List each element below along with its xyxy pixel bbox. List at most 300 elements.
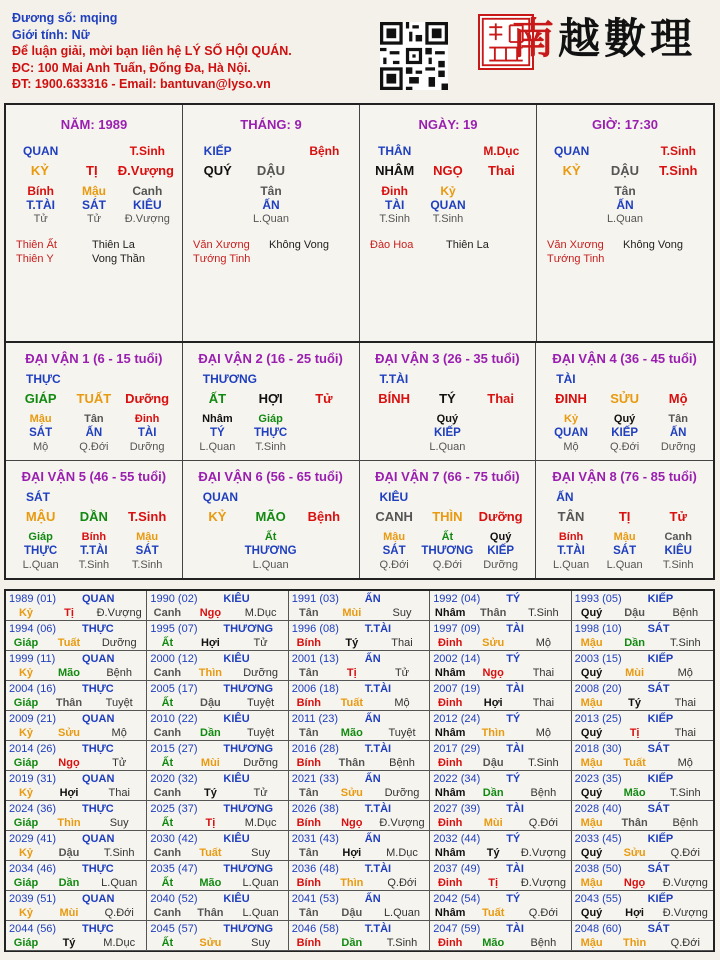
year-god: TÀI [506, 623, 524, 635]
cell-text: Đinh [381, 184, 408, 198]
special-stars-right [269, 238, 349, 266]
year-god: TÀI [506, 923, 524, 935]
year-label: 2007 (19) [433, 683, 481, 695]
year-branch: Mùi [483, 817, 503, 829]
dai-van-main-row [360, 392, 536, 406]
year-stage: M.Dục [244, 607, 277, 619]
pillar-top-row [537, 144, 713, 158]
year-detail-row [572, 876, 713, 890]
year-stage: Đ.Vượng [520, 877, 566, 889]
year-branch: Tị [346, 667, 357, 679]
year-branch: Dần [624, 637, 645, 649]
year-detail-row [147, 906, 287, 920]
cell-text [652, 184, 705, 198]
cell-text: Giáp [28, 531, 53, 543]
cell-text: Thai [487, 391, 514, 406]
dai-van-title: ĐẠI VẬN 1 (6 - 15 tuổi) [25, 351, 163, 366]
year-cell [430, 681, 571, 711]
year-label: 1989 (01) [9, 593, 57, 605]
cell-text: T.TÀI [80, 545, 108, 557]
year-branch: Thân [338, 757, 365, 769]
year-detail-row [572, 936, 713, 950]
cell-text [297, 412, 350, 426]
year-stem: Tân [299, 727, 319, 739]
year-label: 1995 (07) [150, 623, 198, 635]
year-label: 1993 (05) [574, 593, 622, 605]
year-stage: T.Sinh [670, 787, 701, 799]
special-star: Không Vong [623, 239, 683, 251]
cell-text: SÁT [135, 545, 159, 557]
year-branch: Ngọ [482, 667, 504, 679]
year-god: T.TÀI [364, 803, 392, 815]
dai-van-cell [6, 461, 183, 578]
year-god: THỰC [82, 863, 114, 875]
year-label: 2031 (43) [291, 833, 339, 845]
cell-text: Mậu [81, 184, 106, 198]
year-stem: Mậu [580, 757, 603, 769]
year-god: THƯƠNG [223, 863, 274, 875]
year-cell [6, 921, 147, 951]
hidden-gods-row [537, 198, 713, 212]
year-stage: Q.Đới [104, 907, 134, 919]
cell-text: T.Sinh [255, 441, 286, 453]
dai-van-hidden-stems [6, 530, 182, 544]
year-detail-row [430, 906, 570, 920]
year-detail-row [572, 756, 713, 770]
cell-text: Nhâm [202, 413, 233, 425]
year-cell [430, 801, 571, 831]
year-stem: Kỷ [18, 727, 34, 739]
year-detail-row [430, 606, 570, 620]
year-detail-row [6, 786, 146, 800]
year-branch: Tuất [623, 757, 646, 769]
year-stem: Giáp [13, 937, 39, 949]
year-stem: Kỷ [18, 787, 34, 799]
year-detail-row [6, 906, 146, 920]
life-stage: T.Sinh [660, 144, 696, 158]
year-stage: Tuyệt [247, 727, 275, 739]
year-branch: Mão [482, 937, 505, 949]
year-cell [430, 921, 571, 951]
year-label: 2009 (21) [9, 713, 57, 725]
special-stars [183, 238, 359, 266]
dai-van-hidden-stages [6, 558, 182, 572]
year-stage: Đ.Vượng [96, 607, 142, 619]
year-label: 2021 (33) [291, 773, 339, 785]
year-branch: Thìn [622, 937, 647, 949]
dai-van-hidden-stems [536, 530, 713, 544]
year-label: 1992 (04) [433, 593, 481, 605]
cell-text: ẤN [669, 427, 687, 439]
year-cell [572, 591, 713, 621]
year-cell [147, 771, 288, 801]
cell-text: L.Quan [199, 441, 236, 453]
cell-text: Giáp [258, 413, 283, 425]
cell-text: TUẤT [76, 391, 112, 406]
cell-text: T.Sinh [131, 559, 163, 571]
year-stage: Tử [112, 757, 127, 769]
cell-text [652, 198, 705, 212]
year-detail-row [289, 726, 429, 740]
cell-text [191, 544, 244, 558]
special-stars-left [193, 238, 269, 266]
year-god: THƯƠNG [223, 683, 274, 695]
year-stem: Tân [299, 607, 319, 619]
qr-code-icon [380, 22, 448, 90]
cell-text: NHÂM [375, 163, 415, 178]
year-cell [572, 741, 713, 771]
year-branch: Tuất [199, 847, 222, 859]
cell-text: Đinh [134, 413, 160, 425]
year-detail-row [289, 786, 429, 800]
year-stem: Giáp [13, 877, 39, 889]
special-star: Văn Xương [547, 239, 604, 251]
year-god: T.TÀI [364, 863, 392, 875]
cell-text: Q.Đới [432, 559, 462, 571]
cell-text: THỰC [24, 545, 58, 557]
year-stem: Canh [153, 787, 182, 799]
year-god: SÁT [647, 623, 670, 635]
stem-god: QUAN [22, 144, 59, 158]
year-branch: Dần [482, 787, 504, 799]
year-cell [430, 711, 571, 741]
cell-text: Dưỡng [483, 559, 518, 571]
year-stage: Tuyệt [105, 697, 133, 709]
hidden-stems-row [360, 184, 536, 198]
dai-van-cell [360, 461, 537, 578]
cell-text [368, 426, 421, 440]
year-cell [6, 621, 147, 651]
cell-text: Quý [489, 531, 512, 543]
year-god: T.TÀI [364, 683, 392, 695]
dai-van-cell [536, 343, 713, 461]
dai-van-main-row [360, 510, 536, 524]
year-god: TÀI [506, 743, 524, 755]
year-god: TÝ [506, 833, 521, 845]
cell-text [191, 212, 244, 226]
brand-logo: 南越數理 [511, 14, 697, 63]
year-stem: Ất [161, 697, 174, 709]
year-cell [6, 861, 147, 891]
year-branch: Thân [55, 697, 83, 709]
year-god: THƯƠNG [223, 923, 274, 935]
year-stage: Thai [391, 637, 413, 649]
year-label: 1996 (08) [291, 623, 339, 635]
year-label: 2010 (22) [150, 713, 198, 725]
cell-text: T.Sinh [659, 163, 698, 178]
year-stage: Đ.Vượng [379, 817, 425, 829]
cell-text: KIẾP [487, 545, 515, 557]
year-label: 2048 (60) [574, 923, 622, 935]
year-branch: Tý [486, 847, 500, 859]
year-stem: Bính [296, 817, 322, 829]
year-detail-row [289, 696, 429, 710]
cell-text [297, 440, 350, 454]
year-god: T.TÀI [364, 743, 392, 755]
hidden-gods-row [6, 198, 182, 212]
cell-text: THÌN [432, 509, 463, 524]
year-stem: Canh [153, 607, 182, 619]
year-detail-row [572, 906, 713, 920]
year-label: 2026 (38) [291, 803, 339, 815]
hidden-stems-row [6, 184, 182, 198]
dai-van-cell [360, 343, 537, 461]
year-cell [147, 741, 288, 771]
year-detail-row [6, 816, 146, 830]
year-cell [572, 801, 713, 831]
special-star: Không Vong [269, 239, 329, 251]
year-branch: Mão [340, 727, 363, 739]
year-god: SÁT [647, 743, 670, 755]
year-god: THỰC [82, 923, 114, 935]
four-pillars [4, 103, 715, 343]
pillar-top-row [360, 144, 536, 158]
cell-text: NGỌ [433, 163, 463, 178]
special-star: Văn Xương [193, 239, 250, 251]
year-cell [6, 891, 147, 921]
year-detail-row [6, 696, 146, 710]
year-branch: Hợi [59, 787, 79, 799]
year-label: 2013 (25) [574, 713, 622, 725]
year-branch: Tị [488, 877, 499, 889]
dai-van-title: ĐẠI VẬN 6 (56 - 65 tuổi) [198, 469, 343, 484]
year-cell [147, 831, 288, 861]
dai-van-hidden-gods [6, 426, 182, 440]
year-stem: Nhâm [434, 607, 466, 619]
cell-text [368, 412, 421, 426]
year-branch: Tuất [481, 907, 505, 919]
year-label: 2022 (34) [433, 773, 481, 785]
dai-van-title: ĐẠI VẬN 5 (46 - 55 tuổi) [21, 469, 167, 484]
year-detail-row [6, 936, 146, 950]
cell-text [298, 164, 351, 178]
year-stage: Đ.Vượng [662, 907, 708, 919]
year-stage: L.Quan [242, 877, 279, 889]
year-stage: Bệnh [672, 817, 699, 829]
year-stem: Ất [161, 817, 174, 829]
year-detail-row [147, 636, 287, 650]
year-cell [430, 771, 571, 801]
cell-text: Tân [260, 184, 282, 198]
year-label: 2040 (52) [150, 893, 198, 905]
dai-van-god: THƯƠNG [202, 372, 257, 386]
year-detail-row [289, 906, 429, 920]
year-label: 1999 (11) [9, 653, 56, 665]
cell-text: SỬU [610, 391, 640, 406]
cell-text [474, 426, 527, 440]
year-cell [289, 771, 430, 801]
cell-text: MÃO [255, 509, 286, 524]
year-god: TÝ [506, 653, 521, 665]
year-branch: Sửu [340, 787, 363, 799]
year-detail-row [289, 666, 429, 680]
year-stage: L.Quan [383, 907, 421, 919]
dai-van-hidden-stages [536, 440, 713, 454]
cell-text: L.Quan [252, 213, 290, 225]
hidden-stems-row [183, 184, 359, 198]
year-stage: Thai [532, 697, 555, 709]
year-label: 2017 (29) [433, 743, 481, 755]
year-detail-row [147, 786, 287, 800]
year-god: THỰC [82, 683, 114, 695]
year-detail-row [6, 636, 146, 650]
year-stage: T.Sinh [670, 637, 701, 649]
cell-text: Tử [86, 213, 102, 225]
pillar-title: NĂM: 1989 [60, 117, 128, 132]
year-branch: Tị [205, 817, 216, 829]
cell-text: TÀI [137, 427, 157, 439]
year-god: ẤN [364, 713, 381, 725]
cell-text: Tử [33, 213, 48, 225]
year-stage: Q.Đới [670, 847, 700, 859]
dai-van-main-row [536, 392, 713, 406]
dai-van-hidden-stems [183, 412, 359, 426]
year-branch: Thìn [198, 667, 222, 679]
cell-text: CANH [375, 509, 413, 524]
cell-text: Bính [558, 531, 584, 543]
year-label: 2004 (16) [9, 683, 57, 695]
year-label: 2047 (59) [433, 923, 481, 935]
year-stage: Thai [674, 697, 696, 709]
special-star: Thiên Ất [16, 239, 57, 251]
year-god: THỰC [82, 803, 114, 815]
year-stage: Suy [251, 847, 271, 859]
year-cell [6, 771, 147, 801]
year-stage: Bệnh [530, 787, 557, 799]
cell-text: QUAN [430, 198, 466, 212]
dai-van-god: QUAN [202, 490, 239, 504]
cell-text: L.Quan [252, 559, 289, 571]
pillar-main-row [360, 164, 536, 178]
year-god: KIÊU [223, 893, 250, 905]
year-stem: Kỷ [18, 847, 34, 859]
year-cell [6, 711, 147, 741]
cell-text: Mộ [563, 441, 579, 453]
cell-text: TỊ [86, 163, 98, 178]
year-cell [289, 891, 430, 921]
year-branch: Dậu [58, 847, 80, 859]
year-stem: Quý [580, 727, 603, 739]
year-branch: Thân [197, 907, 224, 919]
year-god: KIÊU [223, 833, 250, 845]
year-stage: T.Sinh [528, 757, 559, 769]
cell-text: DẬU [256, 163, 286, 178]
year-cell [572, 891, 713, 921]
cell-text: BÍNH [378, 391, 411, 406]
cell-text: Mậu [29, 413, 52, 425]
cell-text: ĐINH [555, 391, 587, 406]
year-stage: Tuyệt [388, 727, 416, 739]
year-stem: Ất [161, 757, 174, 769]
year-cell [572, 771, 713, 801]
year-branch: Ngọ [341, 817, 363, 829]
year-label: 2027 (39) [433, 803, 481, 815]
cell-text [298, 212, 351, 226]
year-stage: Dưỡng [101, 637, 137, 649]
cell-text: DẬU [610, 163, 640, 178]
year-god: TÝ [506, 713, 521, 725]
year-cell [572, 681, 713, 711]
year-stem: Mậu [580, 937, 603, 949]
cell-text [545, 198, 598, 212]
cell-text: Q.Đới [610, 441, 640, 453]
year-branch: Tị [629, 727, 640, 739]
year-branch: Tuất [340, 697, 363, 709]
year-branch: Dậu [482, 757, 504, 769]
special-star: Tướng Tinh [193, 253, 251, 265]
year-branch: Dần [200, 727, 221, 739]
year-god: T.TÀI [364, 923, 392, 935]
year-branch: Thân [621, 817, 648, 829]
year-stem: Ất [161, 877, 174, 889]
year-branch: Hợi [200, 637, 220, 649]
cell-text: T.Sinh [379, 213, 410, 225]
year-detail-row [147, 876, 287, 890]
year-cell [289, 801, 430, 831]
year-detail-row [6, 876, 146, 890]
year-label: 2032 (44) [433, 833, 481, 845]
year-stem: Giáp [13, 817, 39, 829]
stem-god: KIẾP [203, 144, 232, 158]
gender-line: Giới tính: Nữ [12, 27, 90, 42]
hidden-stage-row [537, 212, 713, 226]
pillar-title: NGÀY: 19 [418, 117, 478, 132]
year-detail-row [147, 816, 287, 830]
year-stage: L.Quan [242, 907, 279, 919]
year-detail-row [147, 696, 287, 710]
cell-text: KIẾP [611, 427, 639, 439]
year-stem: Quý [580, 607, 603, 619]
year-label: 2033 (45) [574, 833, 622, 845]
year-god: KIÊU [223, 653, 250, 665]
year-god: THƯƠNG [223, 803, 274, 815]
cell-text: Quý [436, 413, 459, 425]
year-stage: Tử [394, 667, 410, 679]
cell-text: T.Sinh [662, 559, 694, 571]
year-stem: Tân [299, 907, 319, 919]
year-branch: Mão [58, 667, 80, 679]
year-branch: Sửu [57, 727, 81, 739]
year-detail-row [147, 726, 287, 740]
cell-text: TÝ [439, 391, 456, 406]
year-stage: Tử [253, 637, 268, 649]
year-stage: Tuyệt [247, 697, 275, 709]
dai-van-hidden-stages [183, 558, 359, 572]
year-stem: Ất [161, 637, 174, 649]
cell-text: ẤN [616, 198, 634, 212]
dai-van-god: THỰC [26, 372, 61, 386]
cell-text: Bính [27, 184, 54, 198]
stem-god: THÂN [378, 144, 412, 158]
dai-van-god: SÁT [26, 490, 50, 504]
year-detail-row [289, 876, 429, 890]
year-cell [6, 831, 147, 861]
cell-text: Mộ [32, 441, 49, 453]
year-cell [289, 861, 430, 891]
year-label: 2044 (56) [9, 923, 57, 935]
special-stars-right [92, 238, 172, 266]
year-god: KIẾP [647, 653, 674, 665]
year-label: 1998 (10) [574, 623, 622, 635]
year-label: 2043 (55) [574, 893, 622, 905]
year-stem: Tân [299, 847, 319, 859]
year-stem: Canh [153, 727, 182, 739]
cell-text: Tân [84, 413, 104, 425]
year-stage: T.Sinh [386, 937, 418, 949]
dai-van-cell [183, 461, 360, 578]
life-stage: Bệnh [309, 144, 340, 158]
year-detail-row [289, 846, 429, 860]
